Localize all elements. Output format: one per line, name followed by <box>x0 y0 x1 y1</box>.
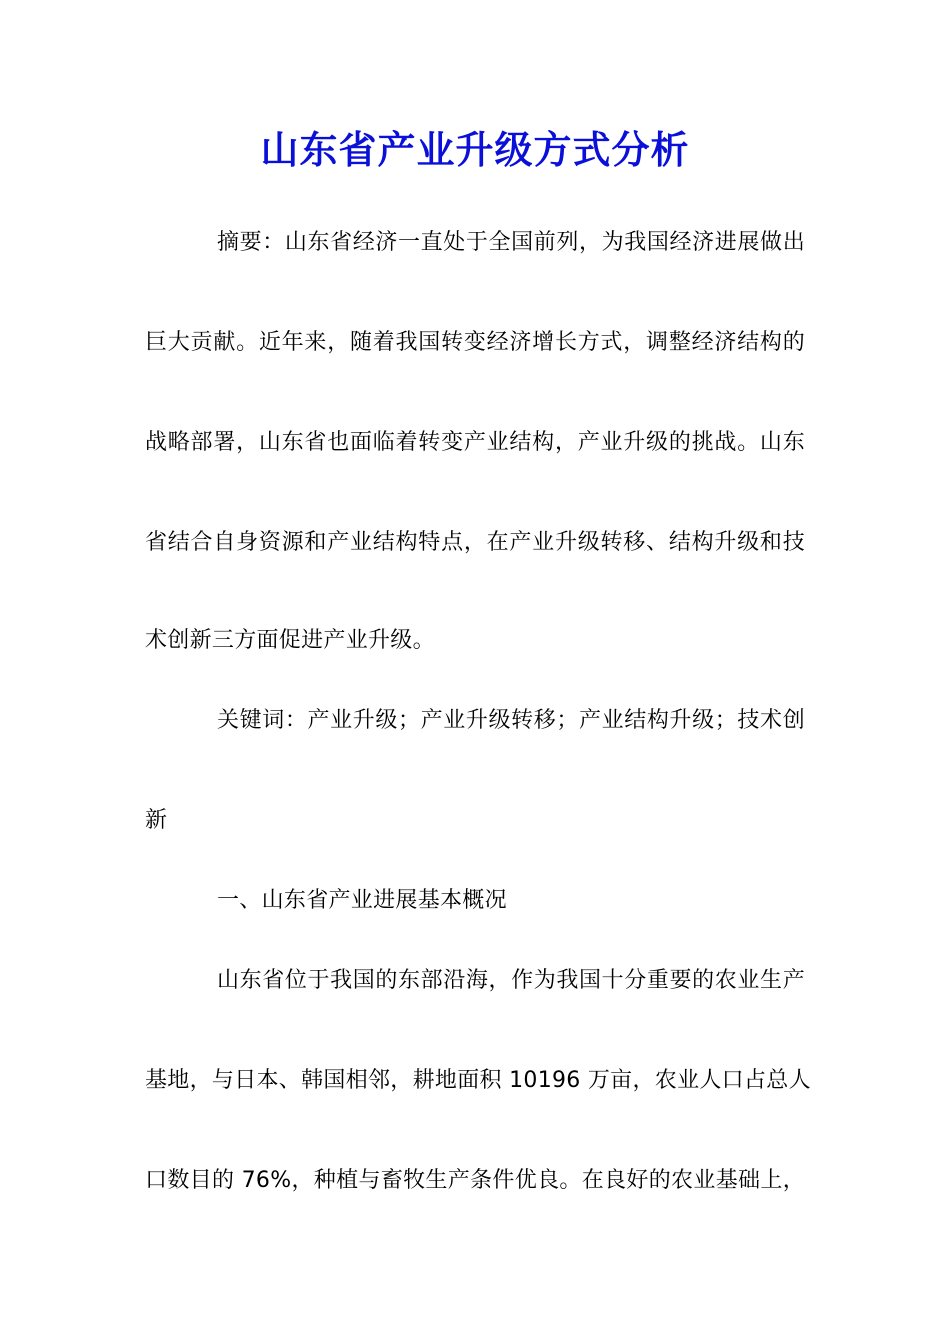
document-title: 山东省产业升级方式分析 <box>260 127 690 172</box>
keywords-line-2: 新 <box>145 808 168 833</box>
body-line-3: 口数目的 76%，种植与畜牧生产条件优良。在良好的农业基础上， <box>145 1168 805 1193</box>
keywords-line-1: 关键词：产业升级；产业升级转移；产业结构升级；技术创 <box>217 708 805 733</box>
abstract-line-1: 摘要：山东省经济一直处于全国前列，为我国经济进展做出 <box>217 230 805 255</box>
abstract-line-2: 巨大贡献。近年来，随着我国转变经济增长方式，调整经济结构的 <box>145 330 805 355</box>
abstract-line-4: 省结合自身资源和产业结构特点，在产业升级转移、结构升级和技 <box>145 530 805 555</box>
body-line-2: 基地，与日本、韩国相邻，耕地面积 10196 万亩，农业人口占总人 <box>145 1068 811 1093</box>
body-line-1: 山东省位于我国的东部沿海，作为我国十分重要的农业生产 <box>217 968 805 993</box>
abstract-line-3: 战略部署，山东省也面临着转变产业结构，产业升级的挑战。山东 <box>145 430 805 455</box>
section-heading: 一、山东省产业进展基本概况 <box>217 888 507 913</box>
abstract-line-5: 术创新三方面促进产业升级。 <box>145 628 435 653</box>
